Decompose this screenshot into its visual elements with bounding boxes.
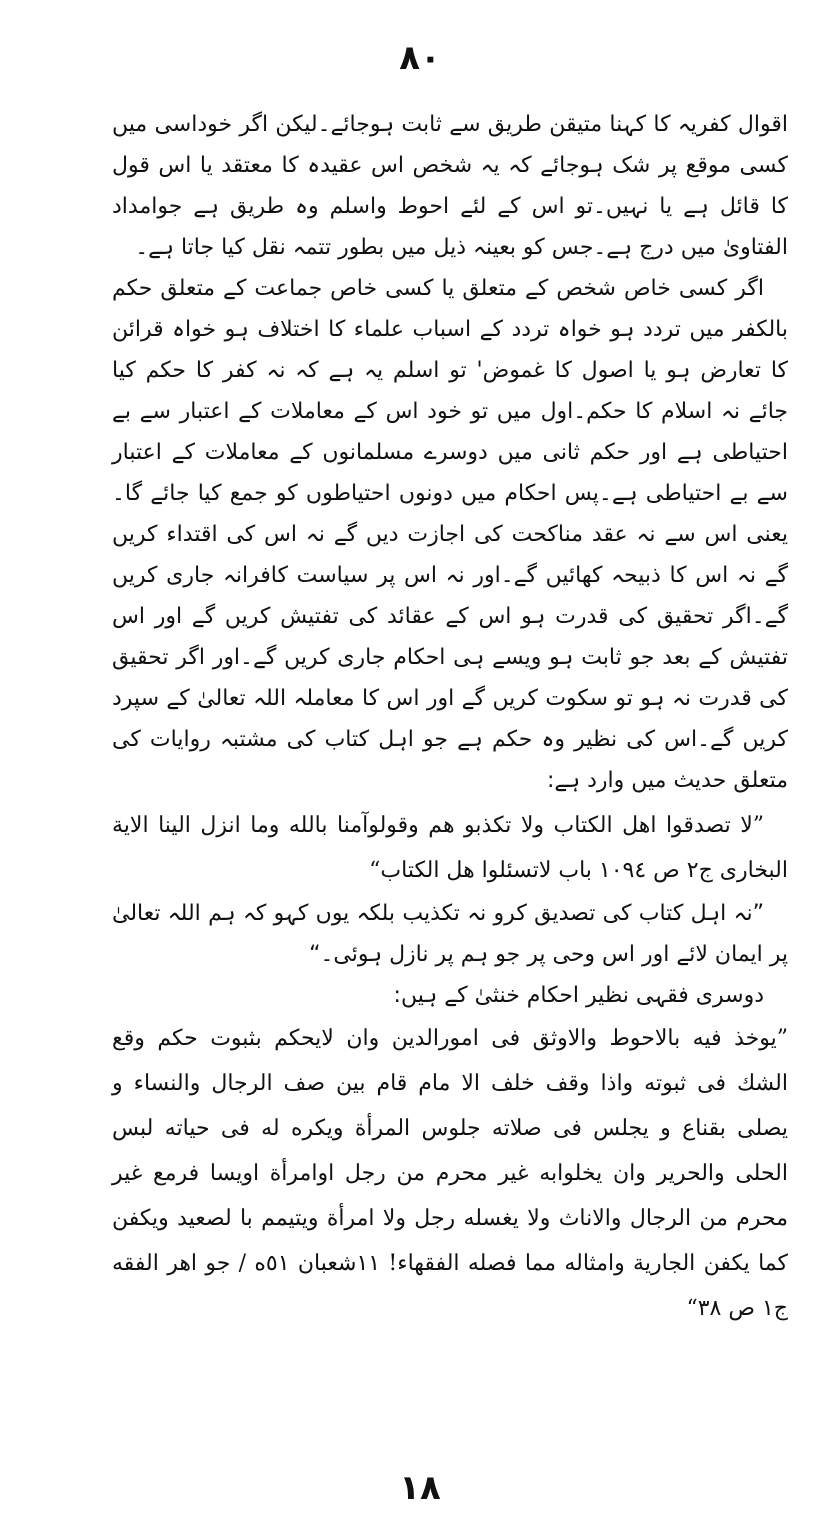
fiqh-arabic-quote: ”يوخذ فيه بالاحوط والاوثق فى امورالدين وان لايحكم بثبوت حكم وقع الشك فى ثبوته واذا وقف خلف الا مام قام بين صف الرجال والنساء و يصلى بقناع و يجلس فى صلاته جلوس المرأة ويكره له فى حياته لبس الحلى والحرير وان يخلوابه غير محرم من رجل اوامرأة اويسا فرمع غير محرم من الرجال والاناث ولا يغسله رجل ولا امرأة ويتيمم با لصعيد ويكفن كما يكفن الجارية وامثاله مما فصله الفقهاء! ١١شعبان ٥١ه / جو اهر الفقه ج١ ص ٣٨“	[112, 1026, 788, 1321]
second-example-intro: دوسری فقہی نظیر احکام خنثیٰ کے ہیں:	[393, 983, 764, 1008]
hadith-urdu-translation: ”نہ اہل کتاب کی تصدیق کرو نہ تکذیب بلکہ یوں کہو کہ ہم اللہ تعالیٰ پر ایمان لائے اور اس وحی پر جو ہم پر نازل ہوئی۔“	[112, 901, 788, 967]
paragraph-intro: اقوال کفریہ کا کہنا متیقن طریق سے ثابت ہوجائے۔لیکن اگر خوداسی میں کسی موقع پر شک ہوجائے کہ یہ شخص اس عقیدہ کا معتقد یا اس قول کا قائل ہے یا نہیں۔تو اس کے لئے احوط واسلم وہ طریق ہے جوامداد الفتاویٰ میں درج ہے۔جس کو بعینہ ذیل میں بطور تتمہ نقل کیا جاتا ہے۔	[112, 112, 788, 260]
paragraph-fatawa: اگر کسی خاص شخص کے متعلق یا کسی خاص جماعت کے متعلق حکم بالکفر میں تردد ہو خواہ تردد کے اسباب علماء کا اختلاف ہو خواہ قرائن کا تعارض ہو یا اصول کا غموض' تو اسلم یہ ہے کہ نہ کفر کا حکم کیا جائے نہ اسلام کا حکم۔اول میں تو خود اس کے معاملات کے اعتبار سے بے احتیاطی ہے اور حکم ثانی میں دوسرے مسلمانوں کے معاملات کے اعتبار سے بے احتیاطی ہے۔پس احکام میں دونوں احتیاطوں کو جمع کیا جائے گا۔یعنی اس سے نہ عقد مناکحت کی اجازت دیں گے نہ اس کی اقتداء کریں گے نہ اس کا ذبیحہ کھائیں گے۔اور نہ اس پر سیاست کافرانہ جاری کریں گے۔اگر تحقیق کی قدرت ہو اس کے عقائد کی تفتیش کریں گے اور اس تفتیش کے بعد جو ثابت ہو ویسے ہی احکام جاری کریں گے۔اور اگر تحقیق کی قدرت نہ ہو تو سکوت کریں گے اور اس کا معاملہ اللہ تعالیٰ کے سپرد کریں گے۔اس کی نظیر وہ حکم ہے جو اہل کتاب کی مشتبہ روایات کی متعلق حدیث میں وارد ہے:	[112, 276, 788, 793]
page-number-bottom: ۱۸	[399, 1468, 441, 1508]
body-text	[112, 104, 788, 1331]
page-number-top: ۸۰	[399, 38, 441, 78]
hadith-arabic-quote: ”لا تصدقوا اهل الكتاب ولا تكذبو هم وقولوآمنا بالله وما انزل الينا الاية البخارى ج٢ ص ١٠٩٤ باب لاتسئلوا هل الكتاب“	[112, 813, 788, 883]
